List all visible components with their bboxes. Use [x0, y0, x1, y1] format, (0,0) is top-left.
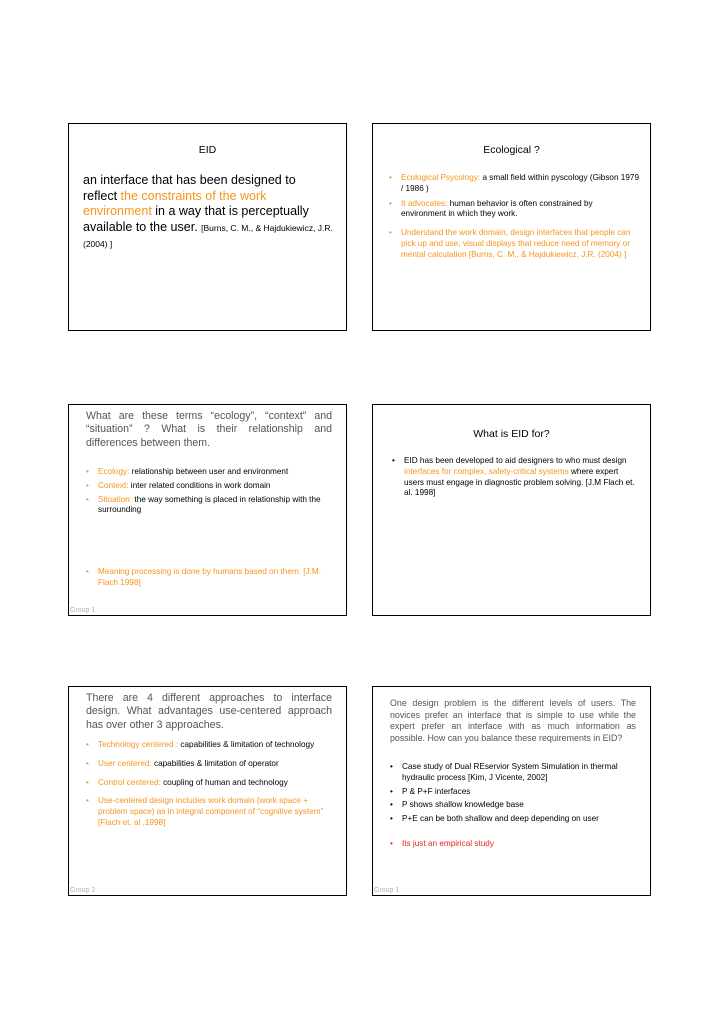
- slide-footer: Group 1: [374, 887, 400, 894]
- bullet-label: Situation:: [98, 494, 133, 504]
- bullet-item: [389, 199, 639, 221]
- bullet-text: inter related conditions in work domain: [128, 480, 271, 490]
- bullet-item: • P+E can be both shallow and deep depending on user: [390, 814, 636, 825]
- bullet-list: [86, 740, 332, 829]
- bottom-bullet-list: [86, 567, 332, 589]
- bullet-item: • P & P+F interfaces: [390, 787, 636, 798]
- bullet-item: [86, 778, 332, 789]
- bullet-text: human behavior is often constrained by environment in which they work.: [401, 198, 593, 219]
- slide-ecological: [372, 123, 651, 331]
- bullet-label: Understand the work domain, design interfaces that people can pick up and use, visual displays that reduce need of memory or mental calculation [Burns, C. M., & Hajdukiewicz, J.R. (2004) ]: [401, 228, 631, 259]
- bullet-list: [389, 173, 639, 261]
- bullet-text: a small field within pyscology (Gibson 1979 / 1986 ): [401, 173, 640, 193]
- bullet-item: • Its just an empirical study: [390, 839, 636, 850]
- bullet-item: [86, 796, 332, 828]
- bullet-list: [390, 762, 636, 825]
- bullet-text: where expert users must engage in diagnostic problem solving. [J.M Flach et. al. 1998]: [404, 466, 635, 498]
- slide-eid: [68, 123, 347, 331]
- slide-heading: What are these terms “ecology”, “context” and “situation” ? What is their relationship and differences between them.: [86, 410, 332, 449]
- bullet-text: capabilities & limitation of operator: [151, 758, 279, 768]
- bullet-text: the way something is placed in relationship with the surrounding: [98, 494, 321, 515]
- last-bullet-list: [390, 839, 636, 850]
- slide-heading: One design problem is the different levels of users. The novices prefer an interface that is simple to use while the expert prefer an interface with as much information as possible. How can you balance these requirements in EID?: [390, 698, 636, 743]
- definition-citation: [Burns, C. M., & Hajdukiewicz, J.R. (2004) ]: [83, 222, 333, 249]
- slide-eid-for: [372, 404, 651, 616]
- bullet-item: • P shows shallow knowledge base: [390, 800, 636, 811]
- slide-terms: [68, 404, 347, 616]
- bullet-label: Technology centered :: [98, 740, 179, 749]
- slide-heading: There are 4 different approaches to interface design. What advantages use-centered approach has over other 3 approaches.: [86, 692, 332, 731]
- bullet-highlight: interfaces for complex, safety-critical systems: [404, 466, 569, 476]
- bullet-label: Ecological Psycology:: [401, 173, 481, 182]
- bullet-label: Context:: [98, 480, 129, 490]
- bullet-item: [86, 467, 332, 478]
- bullet-item: • Meaning processing is done by humans based on them. [J.M. Flach 1998]: [86, 567, 332, 589]
- slide-user-levels: [372, 686, 651, 896]
- bullet-item: [392, 456, 638, 499]
- bullet-item: • Case study of Dual REservior System Simulation in thermal hydraulic process [Kim, J Vicente, 2002]: [390, 762, 636, 784]
- bullet-text: capabilities & limitation of technology: [178, 740, 315, 749]
- definition-text-1: an interface that has been designed to reflect: [83, 173, 296, 203]
- bullet-list: [392, 456, 638, 499]
- bullet-item: [86, 740, 332, 751]
- slide-title: What is EID for?: [473, 428, 550, 440]
- bullet-label: Control centered:: [98, 777, 161, 787]
- bullet-list: [86, 467, 332, 516]
- bullet-item: [86, 481, 332, 492]
- definition-highlight: the constraints of the work environment: [83, 188, 267, 218]
- bullet-text: relationship between user and environment: [129, 467, 289, 476]
- bullet-item: [86, 759, 332, 770]
- bullet-label: Use-centered design includes work domain (work space + problem space) as in integral component of “cognitive system” [Flach et. al ,1998]: [98, 796, 324, 827]
- eid-definition: [83, 173, 333, 253]
- bullet-text: coupling of human and technology: [160, 777, 288, 787]
- slide-footer: Group 1: [70, 607, 96, 614]
- bullet-text: EID has been developed to aid designers to who must design: [404, 456, 627, 465]
- bullet-label: User centered:: [98, 758, 152, 768]
- slide-approaches: [68, 686, 347, 896]
- bullet-item: [389, 173, 639, 195]
- bullet-item: [86, 495, 332, 517]
- bullet-label: It advocates:: [401, 198, 448, 208]
- bullet-label: Ecology:: [98, 467, 130, 476]
- slide-footer: Group 2: [70, 887, 96, 894]
- definition-text-2: in a way that is perceptually available to the user.: [83, 204, 309, 234]
- slide-title: Ecological ?: [483, 144, 540, 156]
- slide-title: EID: [198, 144, 217, 156]
- bullet-item: [389, 228, 639, 260]
